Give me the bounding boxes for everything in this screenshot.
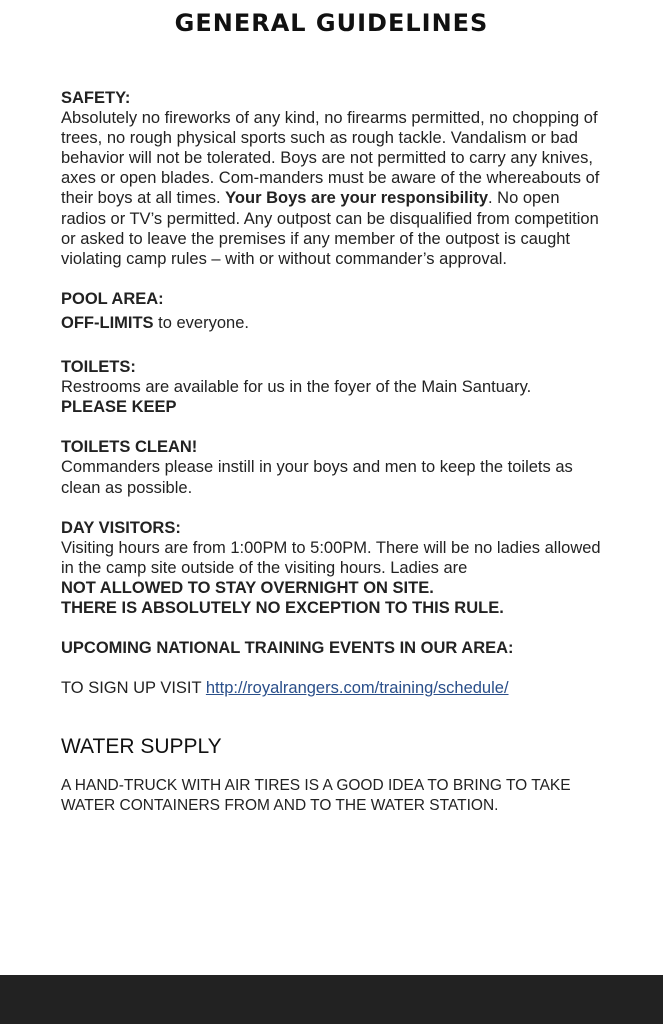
signup-label: TO SIGN UP VISIT — [61, 679, 206, 698]
water-heading: WATER SUPPLY — [61, 735, 222, 759]
visitors-bold-2-text: THERE IS ABSOLUTELY NO EXCEPTION TO THIS RULE. — [61, 598, 504, 617]
safety-text — [61, 108, 609, 269]
toilets-bold — [61, 397, 609, 417]
visitors-bold-1 — [61, 578, 609, 598]
pool-bold: OFF-LIMITS — [61, 313, 154, 332]
toilets-clean-heading: TOILETS CLEAN! — [61, 438, 198, 457]
guidelines-content — [61, 88, 609, 816]
pool-text-rest: to everyone. — [153, 313, 249, 332]
training-schedule-link[interactable]: http://royalrangers.com/training/schedule/ — [205, 679, 509, 698]
toilets-bold-text: PLEASE KEEP — [61, 398, 177, 417]
safety-text-before: Absolutely no fireworks of any kind, no firearms permitted, no chopping of trees, no rough physical sports such as rough tackle. Vandalism or bad behavior will not be tolerated. Boys are not permitted to carry any knives, axes or open blades. Com-manders must be aware of the whereabouts of their boys at all times. — [61, 109, 600, 208]
safety-heading: SAFETY: — [61, 89, 131, 107]
toilets-clean-text: Commanders please instill in your boys and men to keep the toilets as clean as possible. — [61, 458, 573, 497]
water-text: A HAND-TRUCK WITH AIR TIRES IS A GOOD IDEA TO BRING TO TAKE WATER CONTAINERS FROM AND TO THE WATER STATION. — [61, 777, 571, 815]
training-heading: UPCOMING NATIONAL TRAINING EVENTS IN OUR AREA: — [61, 639, 514, 658]
visitors-heading: DAY VISITORS: — [61, 518, 181, 537]
signup-line — [61, 678, 609, 698]
water-section — [61, 734, 609, 816]
visitors-text: Visiting hours are from 1:00PM to 5:00PM. There will be no ladies allowed in the camp site outside of the visiting hours. Ladies are — [61, 538, 601, 577]
pool-text — [61, 313, 609, 333]
footer-bar — [0, 975, 663, 1024]
training-section — [61, 638, 609, 698]
safety-bold: Your Boys are your responsibility — [225, 189, 489, 208]
toilets-clean-section — [61, 437, 609, 497]
visitors-bold-1-text: NOT ALLOWED TO STAY OVERNIGHT ON SITE. — [61, 578, 434, 597]
visitors-bold-2 — [61, 598, 609, 618]
toilets-text: Restrooms are available for us in the foyer of the Main Santuary. — [61, 378, 532, 397]
toilets-heading: TOILETS: — [61, 358, 136, 377]
visitors-section — [61, 518, 609, 618]
page-title: GENERAL GUIDELINES — [174, 9, 489, 37]
toilets-section — [61, 357, 609, 417]
safety-text-after: . No open radios or TV’s permitted. Any outpost can be disqualified from competition or asked to leave the premises if any member of the outpost is caught violating camp rules – with or without commander’s approval. — [61, 189, 599, 268]
pool-heading: POOL AREA: — [61, 289, 164, 308]
safety-section — [61, 88, 609, 269]
pool-section — [61, 289, 609, 333]
